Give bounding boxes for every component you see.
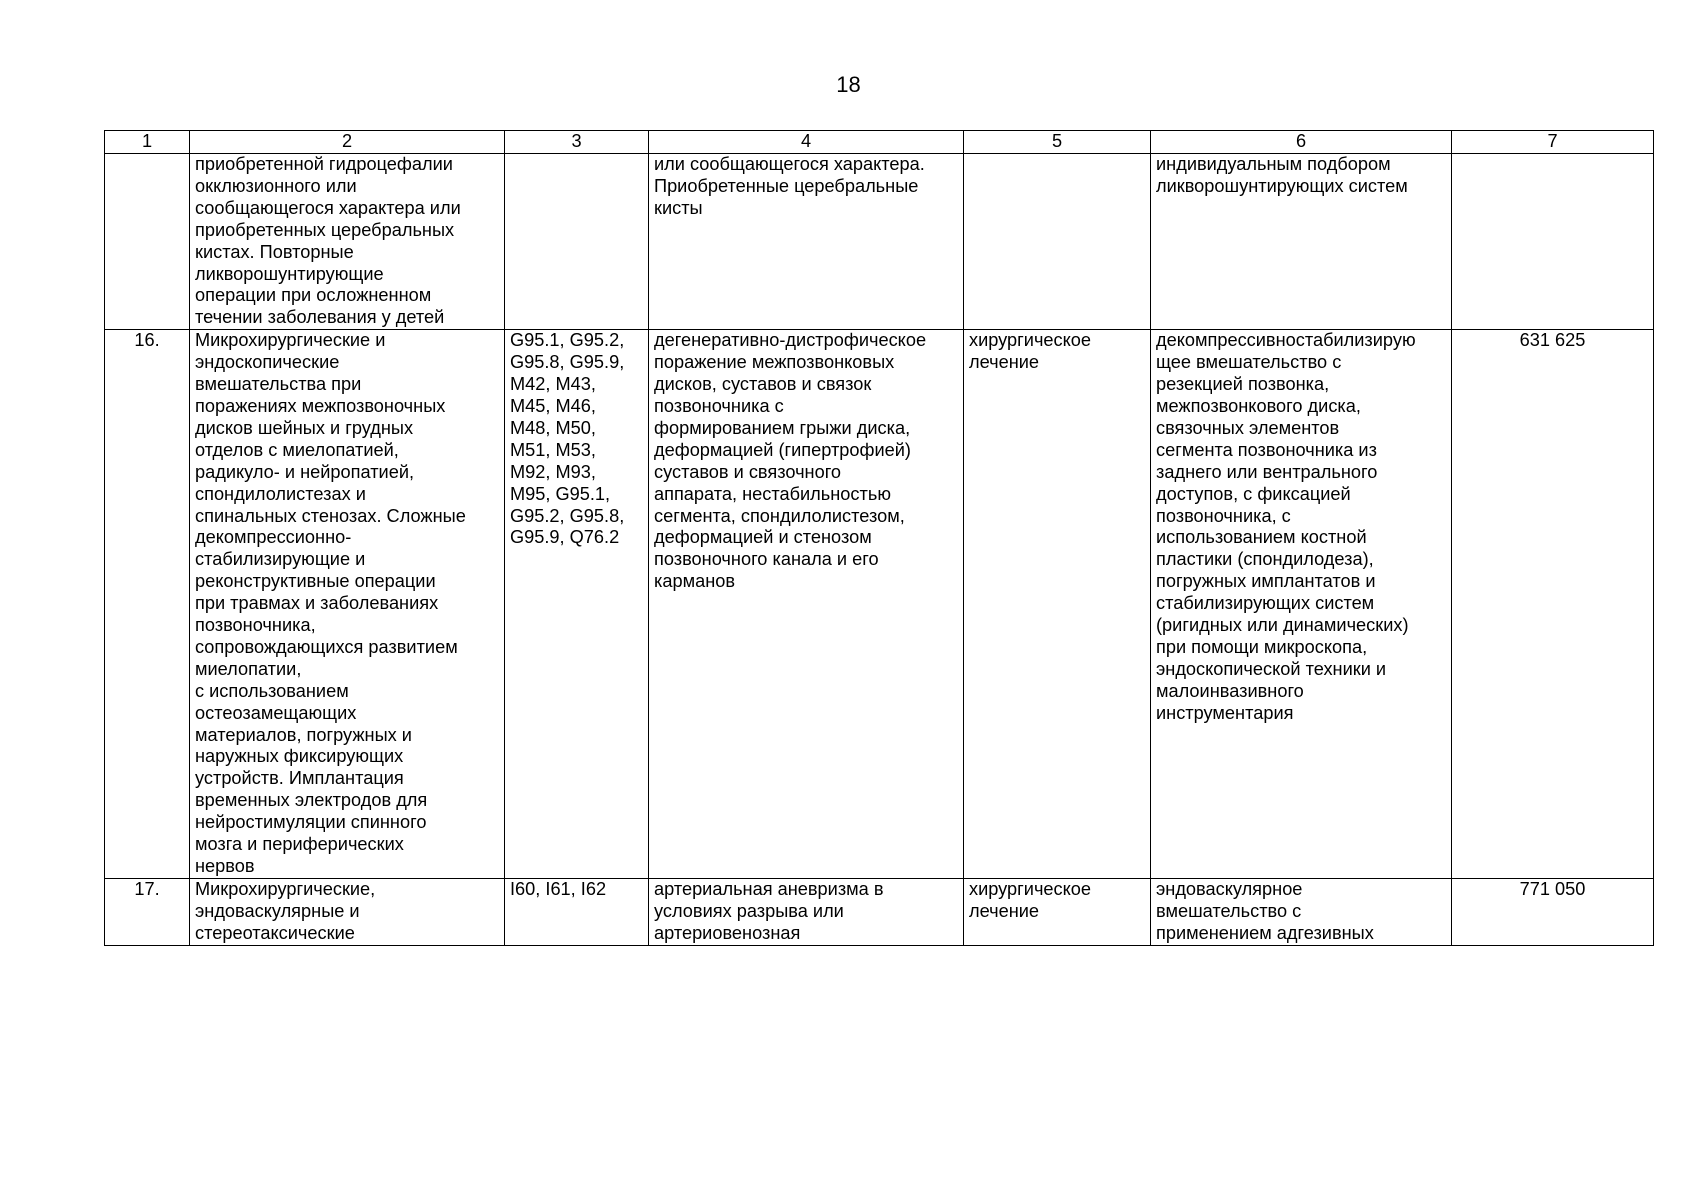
page-number: 18	[836, 72, 861, 97]
column-header-6: 6	[1151, 131, 1452, 154]
procedure-name-cell: приобретенной гидроцефалии окклюзионного или сообщающегося характера или приобретенных церебральных кистах. Повторные ликворошунтирующие операции при осложненном течении заболевания у детей	[190, 154, 505, 330]
column-header-4: 4	[649, 131, 964, 154]
column-header-2: 2	[190, 131, 505, 154]
table-row-continuation	[105, 154, 1654, 330]
diagnosis-codes-cell	[505, 154, 649, 330]
table-row-17	[105, 879, 1654, 946]
row-number-cell	[105, 154, 190, 330]
procedure-name-cell: Микрохирургические и эндоскопические вмешательства при поражениях межпозвоночных дисков шейных и грудных отделов с миелопатией, радикуло- и нейропатией, спондилолистезах и спинальных стенозах. Сложные декомпрессионно- стабилизирующие и реконструктивные операции при травмах и заболеваниях позвоночника, сопровождающихся развитием миелопатии, с использованием остеозамещающих материалов, погружных и наружных фиксирующих устройств. Имплантация временных электродов для нейростимуляции спинного мозга и периферических нервов	[190, 330, 505, 879]
row-number-cell: 16.	[105, 330, 190, 879]
table-row-16	[105, 330, 1654, 879]
column-header-5: 5	[964, 131, 1151, 154]
price-cell: 631 625	[1452, 330, 1654, 879]
row-number-cell: 17.	[105, 879, 190, 946]
treatment-method-cell: эндоваскулярное вмешательство с применением адгезивных	[1151, 879, 1452, 946]
patient-model-cell: артериальная аневризма в условиях разрыва или артериовенозная	[649, 879, 964, 946]
patient-model-cell: дегенеративно-дистрофическое поражение межпозвонковых дисков, суставов и связок позвоночника с формированием грыжи диска, деформацией (гипертрофией) суставов и связочного аппарата, нестабильностью сегмента, спондилолистезом, деформацией и стенозом позвоночного канала и его карманов	[649, 330, 964, 879]
diagnosis-codes-cell: I60, I61, I62	[505, 879, 649, 946]
treatment-type-cell: хирургическое лечение	[964, 879, 1151, 946]
medical-care-table	[104, 130, 1654, 946]
price-cell: 771 050	[1452, 879, 1654, 946]
price-cell	[1452, 154, 1654, 330]
treatment-method-cell: декомпрессивностабилизирую щее вмешательство с резекцией позвонка, межпозвонкового диска, связочных элементов сегмента позвоночника из заднего или вентрального доступов, с фиксацией позвоночника, с использованием костной пластики (спондилодеза), погружных имплантатов и стабилизирующих систем (ригидных или динамических) при помощи микроскопа, эндоскопической техники и малоинвазивного инструментария	[1151, 330, 1452, 879]
column-header-7: 7	[1452, 131, 1654, 154]
treatment-type-cell	[964, 154, 1151, 330]
patient-model-cell: или сообщающегося характера. Приобретенные церебральные кисты	[649, 154, 964, 330]
header-row	[105, 131, 1654, 154]
column-header-3: 3	[505, 131, 649, 154]
treatment-type-cell: хирургическое лечение	[964, 330, 1151, 879]
diagnosis-codes-cell: G95.1, G95.2, G95.8, G95.9, M42, M43, M45, M46, M48, M50, M51, M53, M92, M93, M95, G95.1, G95.2, G95.8, G95.9, Q76.2	[505, 330, 649, 879]
procedure-name-cell: Микрохирургические, эндоваскулярные и стереотаксические	[190, 879, 505, 946]
treatment-method-cell: индивидуальным подбором ликворошунтирующих систем	[1151, 154, 1452, 330]
column-header-1: 1	[105, 131, 190, 154]
